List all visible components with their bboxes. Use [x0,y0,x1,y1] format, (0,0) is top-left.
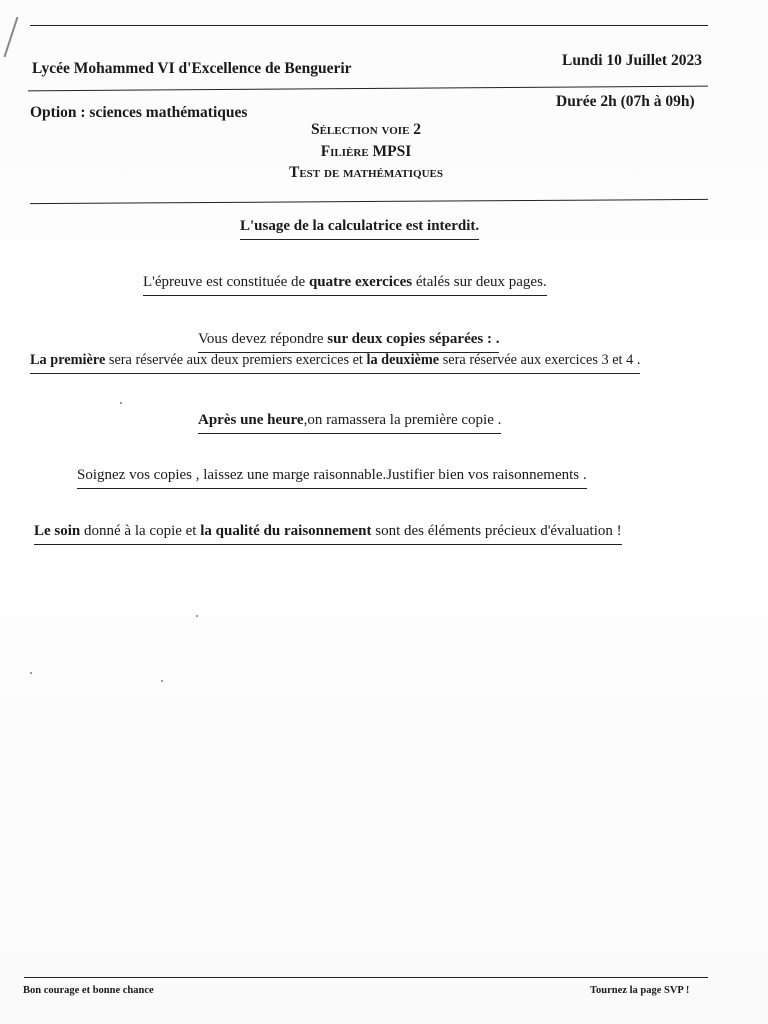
paper-speck [120,402,122,404]
option-label: Option : sciences mathématiques [30,104,248,121]
structure-line [143,274,547,296]
quality-text-1: donné à la copie et [80,523,201,539]
care-line [77,467,587,489]
title-test: Test de mathématiques [289,164,443,181]
copies-text: Vous devez répondre [198,331,328,347]
structure-bold: quatre exercices [308,274,413,290]
quality-text-2: sont des éléments précieux d'évaluation ! [371,523,622,539]
footer-rule [24,977,708,978]
second-copy-bold: la deuxième [366,352,440,368]
paper-speck [30,672,32,674]
copies-detail-text-2: sera réservée aux exercices 3 et 4 . [439,352,641,368]
school-name: Lycée Mohammed VI d'Excellence de Benguerir [32,60,352,77]
top-rule [30,25,708,26]
quality-line [34,523,622,545]
title-selection: Sélection voie 2 [310,121,422,138]
copies-line [198,331,499,353]
copies-bold: sur deux copies séparées : . [327,331,500,347]
collect-text: ,on ramassera la première copie . [303,412,502,428]
collect-bold: Après une heure [198,412,304,428]
exam-date: Lundi 10 Juillet 2023 [562,52,702,69]
pen-mark [4,17,19,58]
footer-left: Bon courage et bonne chance [23,985,154,996]
copies-detail-line [30,352,640,374]
copies-detail-text-1: sera réservée aux deux premiers exercices et [105,352,367,368]
title-rule [30,199,708,204]
quality-bold-1: Le soin [34,523,81,539]
calculator-notice: L'usage de la calculatrice est interdit. [240,218,479,240]
paper-speck [161,680,163,682]
quality-bold-2: la qualité du raisonnement [200,523,372,539]
first-copy-bold: La première [30,352,106,368]
exam-duration: Durée 2h (07h à 09h) [556,93,695,110]
care-text: Soignez vos copies , laissez une marge raisonnable.Justifier bien vos raisonnements . [77,467,587,483]
structure-text-1: L'épreuve est constituée de [143,274,309,290]
header-rule [28,86,708,92]
collect-line [198,412,501,434]
structure-text-2: étalés sur deux pages. [412,274,547,290]
title-filiere: Filière MPSI [320,143,412,160]
footer-right: Tournez la page SVP ! [590,985,690,996]
paper-speck [196,615,198,617]
